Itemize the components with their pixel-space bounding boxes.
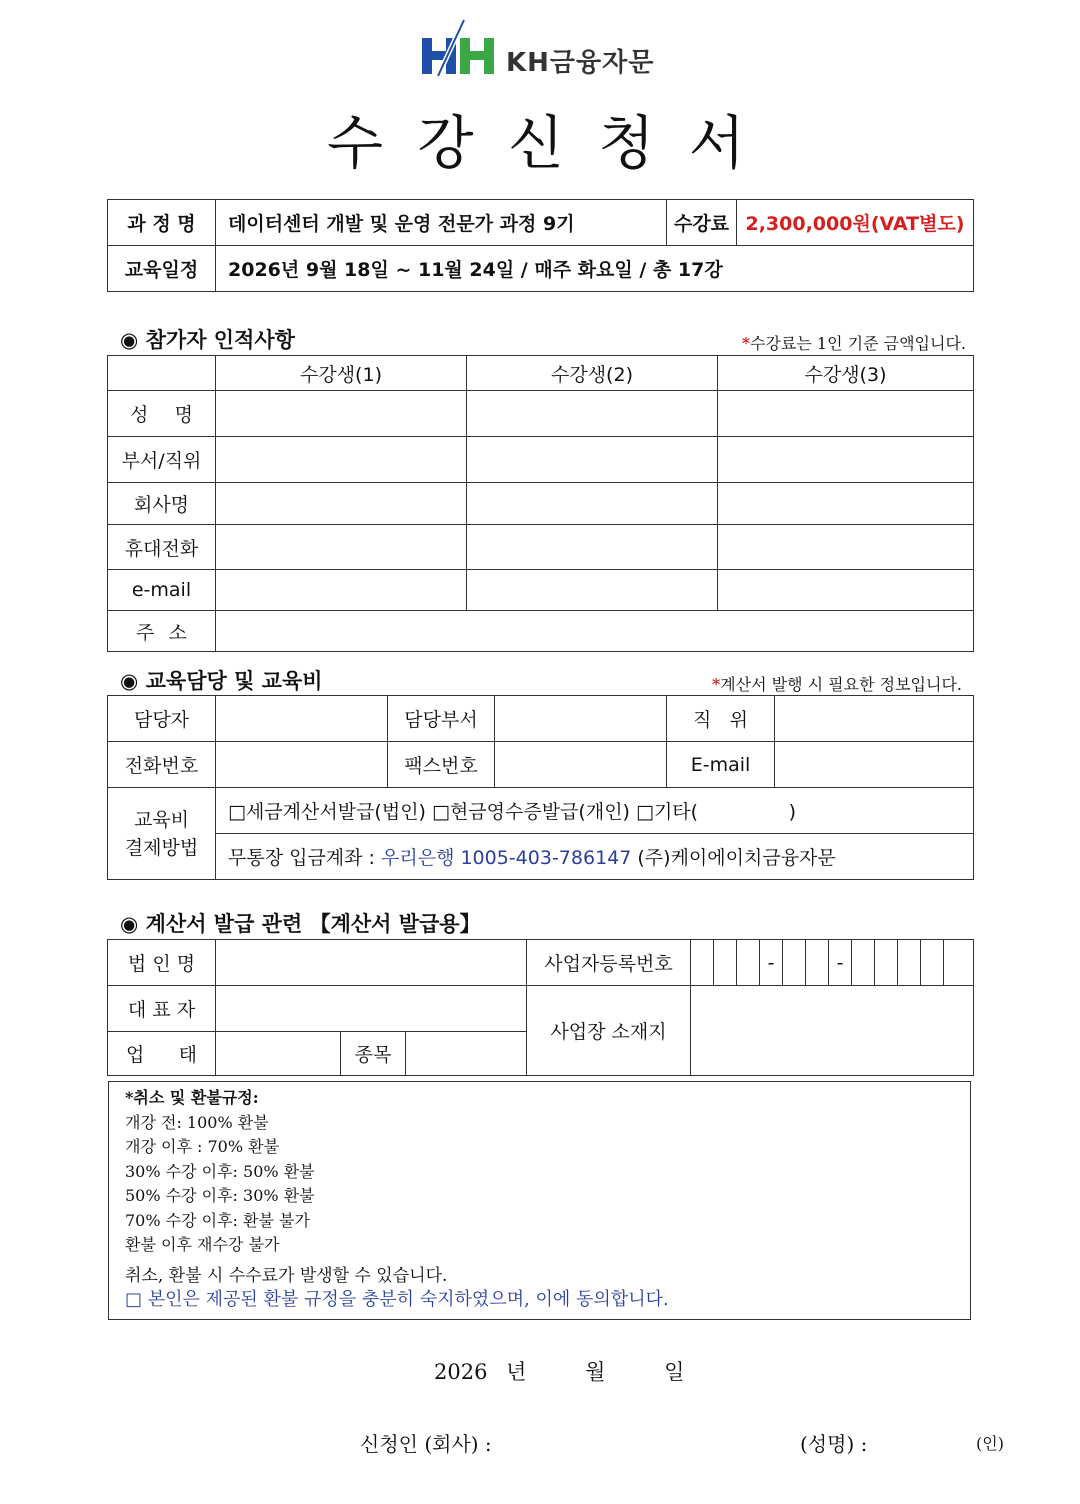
manager-table: [107, 695, 974, 880]
participants-note: *수강료는 1인 기준 금액입니다.: [742, 334, 966, 353]
address-field[interactable]: [216, 611, 974, 652]
dept-field[interactable]: [495, 696, 667, 742]
refund-line: 개강 전: 100% 환불: [125, 1112, 269, 1132]
student-3-mobile-field[interactable]: [718, 525, 974, 570]
invoice-table: [107, 939, 974, 1076]
reg-digit-3[interactable]: [737, 940, 760, 986]
logo-text: KH금융자문: [506, 48, 655, 78]
refund-agreement-checkbox[interactable]: □ 본인은 제공된 환불 규정을 충분히 숙지하였으며, 이에 동의합니다.: [125, 1289, 669, 1310]
contact-label: 담당자: [108, 696, 216, 742]
row-label-email: e-mail: [108, 570, 216, 611]
application-date: 2026 년 월 일: [434, 1360, 685, 1384]
student-1-name-field[interactable]: [216, 391, 467, 437]
participants-corner-cell: [108, 356, 216, 391]
fee-value: 2,300,000원(VAT별도): [737, 200, 974, 246]
dept-label: 담당부서: [388, 696, 495, 742]
student-1-dept-field[interactable]: [216, 437, 467, 483]
refund-title: *취소 및 환불규정:: [125, 1088, 259, 1107]
student-3-company-field[interactable]: [718, 483, 974, 525]
email-field[interactable]: [775, 742, 974, 788]
course-name-value: 데이터센터 개발 및 운영 전문가 과정 9기: [216, 200, 667, 246]
address-label: 사업장 소재지: [527, 986, 691, 1076]
corp-name-label: 법 인 명: [108, 940, 216, 986]
contact-field[interactable]: [216, 696, 388, 742]
manager-note: *계산서 발행 시 필요한 정보입니다.: [712, 675, 962, 694]
student-1-mobile-field[interactable]: [216, 525, 467, 570]
reg-digit-1[interactable]: [691, 940, 714, 986]
corp-name-field[interactable]: [216, 940, 527, 986]
reg-digit-9[interactable]: [921, 940, 944, 986]
student-3-name-field[interactable]: [718, 391, 974, 437]
reg-digit-4[interactable]: [783, 940, 806, 986]
company-logo: [418, 18, 680, 78]
fee-label: 수강료: [667, 200, 737, 246]
biz-item-label: 종목: [341, 1032, 406, 1076]
reg-digit-8[interactable]: [898, 940, 921, 986]
logo-mark-icon: [418, 18, 498, 78]
reg-dash-1: -: [760, 940, 783, 986]
biz-type-field[interactable]: [216, 1032, 341, 1076]
participants-table: [107, 355, 974, 652]
student-3-header: 수강생(3): [718, 356, 974, 391]
fax-label: 팩스번호: [388, 742, 495, 788]
reg-digit-2[interactable]: [714, 940, 737, 986]
applicant-name-label: (성명) :: [800, 1432, 868, 1456]
email-label: E-mail: [667, 742, 775, 788]
reg-dash-2: -: [829, 940, 852, 986]
student-1-company-field[interactable]: [216, 483, 467, 525]
fax-field[interactable]: [495, 742, 667, 788]
student-2-header: 수강생(2): [467, 356, 718, 391]
invoice-heading: ◉ 계산서 발급 관련 【계산서 발급용】: [120, 911, 481, 936]
refund-policy-box: [108, 1081, 971, 1320]
manager-heading: ◉ 교육담당 및 교육비: [120, 668, 323, 693]
seal-label: (인): [976, 1434, 1004, 1453]
student-3-email-field[interactable]: [718, 570, 974, 611]
bank-account: 무통장 입금계좌 : 우리은행 1005-403-786147 (주)케이에이치금융자문: [216, 834, 974, 880]
student-1-header: 수강생(1): [216, 356, 467, 391]
payment-options[interactable]: □세금계산서발급(법인) □현금영수증발급(개인) □기타( ): [216, 788, 974, 834]
row-label-dept: 부서/직위: [108, 437, 216, 483]
applicant-company-label: 신청인 (회사) :: [360, 1432, 492, 1456]
row-label-address: 주 소: [108, 611, 216, 652]
position-field[interactable]: [775, 696, 974, 742]
student-1-email-field[interactable]: [216, 570, 467, 611]
student-2-name-field[interactable]: [467, 391, 718, 437]
biz-item-field[interactable]: [406, 1032, 527, 1076]
refund-line: 개강 이후 : 70% 환불: [125, 1137, 280, 1156]
phone-field[interactable]: [216, 742, 388, 788]
ceo-field[interactable]: [216, 986, 527, 1032]
participants-heading: ◉ 참가자 인적사항: [120, 327, 295, 352]
student-3-dept-field[interactable]: [718, 437, 974, 483]
payment-label: 교육비 결제방법: [108, 788, 216, 880]
reg-digit-6[interactable]: [852, 940, 875, 986]
ceo-label: 대 표 자: [108, 986, 216, 1032]
reg-number-label: 사업자등록번호: [527, 940, 691, 986]
refund-line: 70% 수강 이후: 환불 불가: [125, 1210, 310, 1230]
reg-digit-5[interactable]: [806, 940, 829, 986]
student-2-company-field[interactable]: [467, 483, 718, 525]
course-name-label: 과 정 명: [108, 200, 216, 246]
position-label: 직 위: [667, 696, 775, 742]
schedule-value: 2026년 9월 18일 ~ 11월 24일 / 매주 화요일 / 총 17강: [216, 246, 974, 292]
reg-digit-10[interactable]: [944, 940, 974, 986]
student-2-mobile-field[interactable]: [467, 525, 718, 570]
reg-digit-7[interactable]: [875, 940, 898, 986]
student-2-email-field[interactable]: [467, 570, 718, 611]
student-2-dept-field[interactable]: [467, 437, 718, 483]
refund-line: 30% 수강 이후: 50% 환불: [125, 1161, 315, 1181]
refund-fee-notice: 취소, 환불 시 수수료가 발생할 수 있습니다.: [125, 1265, 448, 1286]
row-label-company: 회사명: [108, 483, 216, 525]
biz-type-label: 업 태: [108, 1032, 216, 1076]
refund-line: 환불 이후 재수강 불가: [125, 1235, 280, 1254]
course-info-table: [107, 199, 974, 292]
bank-account-number: 우리은행 1005-403-786147: [381, 847, 632, 869]
phone-label: 전화번호: [108, 742, 216, 788]
refund-line: 50% 수강 이후: 30% 환불: [125, 1186, 315, 1205]
business-address-field[interactable]: [691, 986, 974, 1076]
row-label-mobile: 휴대전화: [108, 525, 216, 570]
schedule-label: 교육일정: [108, 246, 216, 292]
date-year: 2026: [434, 1360, 488, 1384]
row-label-name: 성 명: [108, 391, 216, 437]
page-title: 수 강 신 청 서: [327, 109, 753, 177]
